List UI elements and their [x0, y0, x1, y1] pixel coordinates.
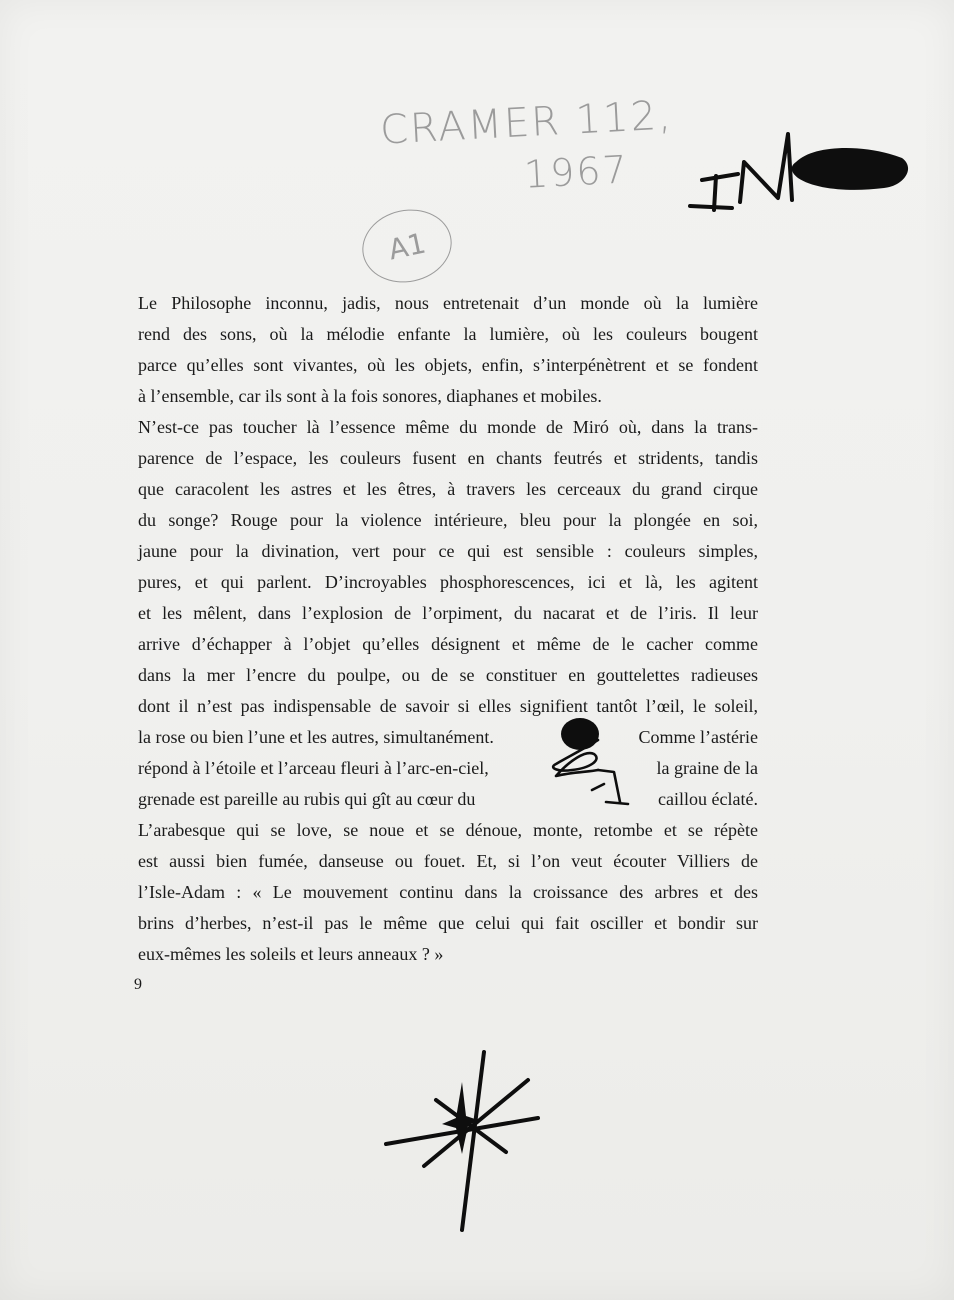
body-text — [138, 288, 758, 970]
text-line-5: N’est-ce pas toucher là l’essence même du monde de Miró où, dans la trans- — [138, 417, 758, 437]
text-line-12: arrive d’échapper à l’objet qu’elles désignent et même de le cacher comme — [138, 634, 758, 654]
text-line-11: et les mêlent, dans l’explosion de l’orpiment, du nacarat et de l’iris. Il leur — [138, 603, 758, 623]
page-number: 9 — [134, 976, 142, 993]
text-line-17-right: caillou éclaté. — [658, 789, 758, 809]
text-line-18: L’arabesque qui se love, se noue et se dénoue, monte, retombe et se répète — [138, 820, 758, 840]
text-line-16-right: la graine de la — [656, 758, 758, 778]
pencil-annotation-year: 1967 — [522, 147, 630, 197]
text-line-8: du songe? Rouge pour la violence intérieure, bleu pour la plongée en soi, — [138, 510, 758, 530]
text-line-21: brins d’herbes, n’est-il pas le même que celui qui fait osciller et bondir sur — [138, 913, 758, 933]
text-line-16-left: répond à l’étoile et l’arceau fleuri à l’arc-en-ciel, — [138, 758, 489, 778]
text-line-16 — [138, 753, 758, 784]
text-line-22: eux-mêmes les soleils et leurs anneaux ? » — [138, 944, 444, 964]
text-line-3: parce qu’elles sont vivantes, où les objets, enfin, s’interpénètrent et se fondent — [138, 355, 758, 375]
text-line-17 — [138, 784, 758, 815]
text-line-13: dans la mer l’encre du poulpe, ou de se constituer en gouttelettes radieuses — [138, 665, 758, 685]
text-line-15 — [138, 722, 758, 753]
text-line-20: l’Isle-Adam : « Le mouvement continu dans la croissance des arbres et des — [138, 882, 758, 902]
figure-drawing-icon — [532, 714, 636, 810]
text-line-19: est aussi bien fumée, danseuse ou fouet. Et, si l’on veut écouter Villiers de — [138, 851, 758, 871]
text-line-1: Le Philosophe inconnu, jadis, nous entretenait d’un monde où la lumière — [138, 293, 758, 313]
text-line-14: dont il n’est pas indispensable de savoir si elles signifient tantôt l’œil, le soleil, — [138, 696, 758, 716]
text-line-4: à l’ensemble, car ils sont à la fois sonores, diaphanes et mobiles. — [138, 386, 602, 406]
brushstroke-drawing-icon — [688, 128, 912, 214]
text-line-9: jaune pour la divination, vert pour ce qui est sensible : couleurs simples, — [138, 541, 758, 561]
circled-annotation-text: A1 — [385, 226, 429, 266]
text-line-10: pures, et qui parlent. D’incroyables phosphorescences, ici et là, les agitent — [138, 572, 758, 592]
text-line-17-left: grenade est pareille au rubis qui gît au cœur du — [138, 789, 476, 809]
text-line-6: parence de l’espace, les couleurs fusent en chants feutrés et stridents, tandis — [138, 448, 758, 468]
text-line-15-left: la rose ou bien l’une et les autres, simultanément. — [138, 727, 494, 747]
pencil-circled-annotation — [355, 201, 458, 290]
star-drawing-icon — [382, 1044, 546, 1236]
pencil-annotation-cramer: CRAMER 112, — [378, 92, 674, 154]
text-line-15-right: Comme l’astérie — [638, 727, 758, 747]
text-line-2: rend des sons, où la mélodie enfante la lumière, où les couleurs bougent — [138, 324, 758, 344]
text-line-7: que caracolent les astres et les êtres, à travers les cerceaux du grand cirque — [138, 479, 758, 499]
